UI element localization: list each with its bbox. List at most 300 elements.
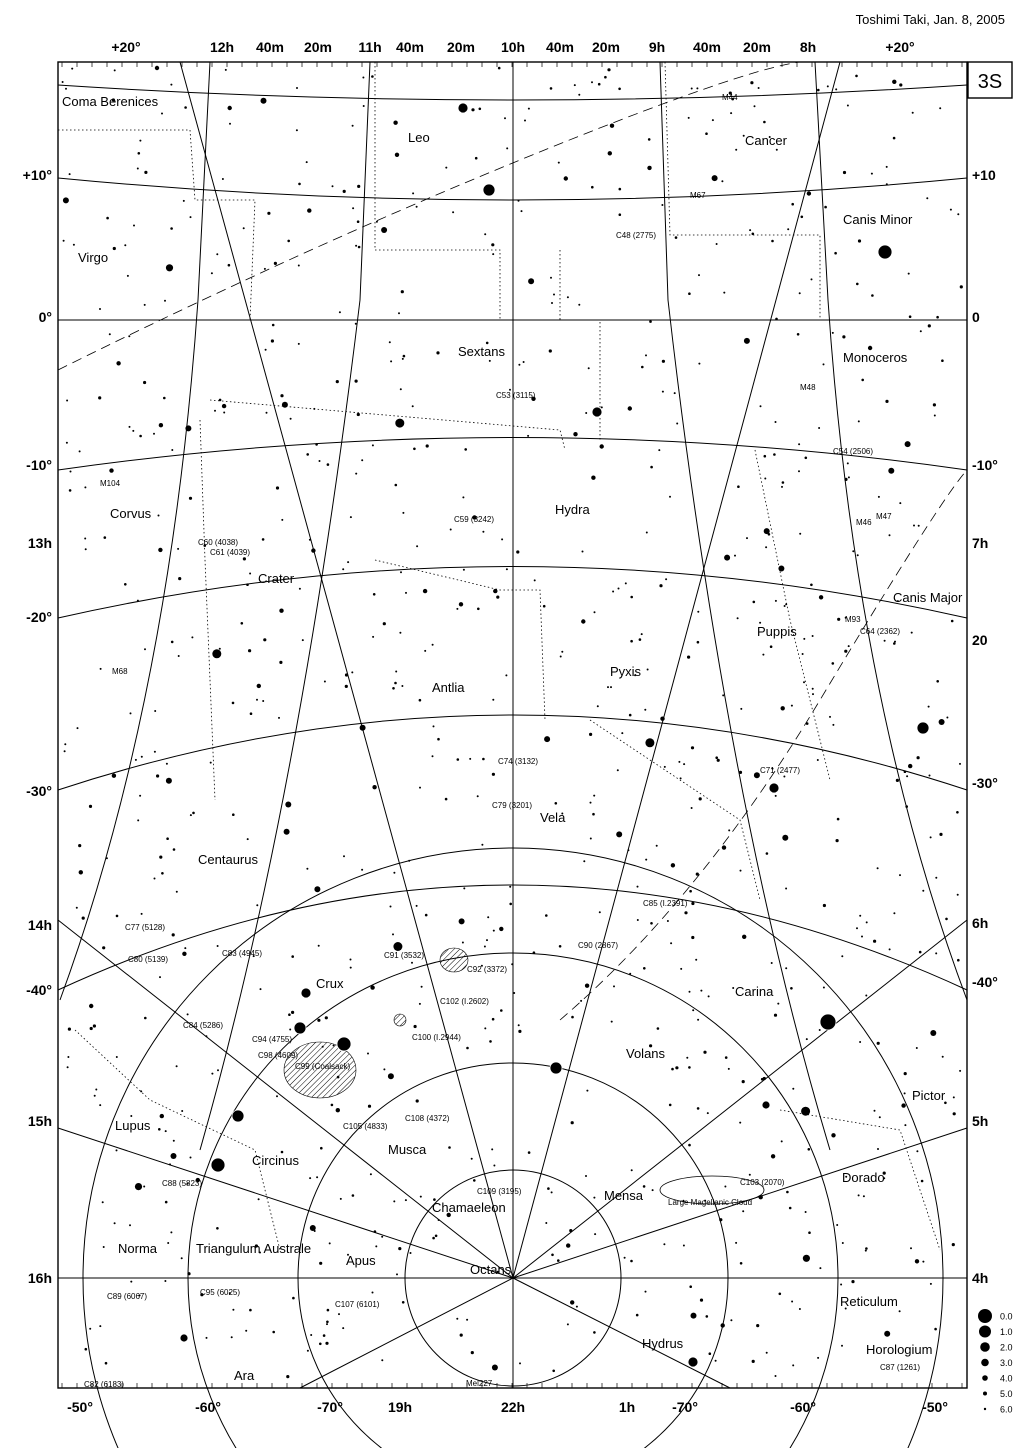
star [262,538,265,541]
star [631,1169,633,1171]
star [630,1260,633,1263]
star [823,904,826,907]
right-label-8: 5h [972,1113,989,1129]
star [445,167,447,169]
star [719,1218,722,1221]
star [588,367,590,369]
star [552,1370,555,1373]
star [217,1069,219,1071]
star [782,835,788,841]
star [135,759,137,761]
star [573,432,577,436]
star [737,617,739,619]
star [412,192,414,194]
star [161,872,164,875]
eta-carinae-nebula [440,948,468,972]
ra-6h-radial [513,920,967,1278]
star [610,686,612,688]
bright-star [483,184,495,196]
star [66,442,68,444]
star [82,917,85,920]
star [778,566,784,572]
star [249,1309,252,1312]
star [460,1334,463,1337]
star [322,1046,324,1048]
star [70,471,72,473]
star [402,1301,405,1304]
star [585,1175,587,1177]
star [342,1327,344,1329]
star [648,138,651,141]
star [85,548,87,550]
star [698,363,700,365]
top-label-3: 20m [303,39,333,55]
star [915,1259,919,1263]
star [410,1252,412,1254]
star [99,308,101,310]
star [178,655,180,657]
star [832,724,834,726]
star [798,443,800,445]
left-label-1: 0° [38,309,52,325]
legend-label-4: 4.0 [1000,1373,1013,1384]
dso-m93: M93 [845,615,861,624]
star [390,906,392,908]
dso-c105: C105 (4833) [343,1122,388,1131]
dso-c53: C53 (3115) [496,391,536,400]
dso-c61: C61 (4039) [210,548,251,557]
star [848,645,850,647]
star [172,933,175,936]
star [893,912,895,914]
star [351,671,353,673]
chart-credit: Toshimi Taki, Jan. 8, 2005 [855,12,1005,27]
star [191,636,193,638]
star [401,290,404,293]
star [630,596,633,599]
star [775,600,777,602]
bright-star [211,1158,225,1172]
star [832,332,834,334]
star [166,264,173,271]
top-label-9: 20m [591,39,621,55]
star [481,844,483,846]
star [775,421,777,423]
dso-m104: M104 [100,479,121,488]
star [827,85,829,87]
star [840,1284,842,1286]
star [636,1314,639,1317]
star [712,119,714,121]
star [176,891,178,893]
star [471,1158,473,1160]
star [358,246,361,249]
star [500,1009,503,1012]
star [396,1273,398,1275]
boundary-crater [210,400,565,450]
star [629,973,631,975]
star [599,911,601,913]
star [505,674,507,676]
boundary-puppis [755,450,830,780]
star [154,751,156,753]
star [289,1029,291,1031]
star [103,1246,105,1248]
star [189,497,192,500]
star [211,272,213,274]
star [705,132,708,135]
star [489,1040,492,1043]
star [140,1090,142,1092]
ra-7h-radial [513,62,840,1278]
star [570,1300,574,1304]
star [274,262,277,265]
star [791,203,794,206]
star [156,774,159,777]
star [904,1124,906,1126]
star [865,1247,868,1250]
star [288,1013,291,1016]
right-label-3: 7h [972,535,989,551]
star [216,1227,219,1230]
star [347,561,349,563]
star [420,1196,422,1198]
star [922,890,924,892]
star [774,1014,777,1017]
dso-c85: C85 (I.2391) [643,899,688,908]
star [746,537,748,539]
star [858,239,861,242]
star [228,264,231,267]
star [928,706,930,708]
star [657,1027,660,1030]
star [487,916,489,918]
legend-dot-0 [978,1309,992,1323]
star [246,583,249,586]
star [777,1003,779,1005]
star [181,1257,183,1259]
star [749,229,751,231]
legend-label-6: 6.0 [1000,1404,1013,1415]
star [183,200,185,202]
star [689,991,691,993]
star [851,1280,854,1283]
star [712,175,718,181]
star [695,959,697,961]
star [130,1281,132,1283]
star [248,649,251,652]
star [190,216,192,218]
star [452,211,454,213]
star [715,1360,717,1362]
ra-14h-radial [58,920,513,1278]
star [543,605,546,608]
star [352,207,354,209]
star [613,985,615,987]
label-crater: Crater [258,571,295,586]
star [591,81,593,83]
star [739,771,742,774]
star [261,98,267,104]
star [501,538,503,540]
star [307,1350,309,1352]
star [819,1267,821,1269]
star [617,769,619,771]
star [314,886,320,892]
star [791,705,793,707]
star [805,457,808,460]
star [608,151,612,155]
star [403,355,406,358]
star [281,519,283,521]
star [783,776,785,778]
star [878,496,880,498]
star [647,669,649,671]
star [184,106,187,109]
top-label-7: 10h [500,39,526,55]
star [545,914,548,917]
star [493,589,497,593]
star [357,185,360,188]
dso-c100: C100 (I.2944) [412,1033,461,1042]
star [361,869,363,871]
label-carina: Carina [735,984,774,999]
legend-dot-1 [979,1326,991,1338]
dso-c84: C84 (5286) [183,1021,224,1030]
star [785,888,787,890]
star [953,1112,956,1115]
star [683,763,685,765]
dso-m46: M46 [856,518,872,527]
star [161,113,163,115]
star [896,779,899,782]
star [463,887,465,889]
star [471,108,474,111]
star [448,1146,451,1149]
star [935,952,937,954]
star [855,75,858,78]
star [499,927,503,931]
star [171,1153,177,1159]
star [257,684,261,688]
bright-star [769,783,779,793]
star [785,603,787,605]
star [395,419,404,428]
label-circinus: Circinus [252,1153,299,1168]
star [392,687,395,690]
star [939,833,942,836]
star [181,1110,183,1112]
star [225,69,227,71]
star [296,129,298,131]
star [390,360,392,362]
right-label-0: +10 [972,167,996,183]
label-hydrus: Hydrus [642,1336,684,1351]
star [482,758,485,761]
star [84,486,86,488]
star [576,1306,578,1308]
star [370,985,374,989]
label-canis-major: Canis Major [893,590,963,605]
label-crux: Crux [316,976,344,991]
bottom-label-5: 1h [618,1399,636,1415]
star [698,274,700,276]
star [166,778,172,784]
star [593,795,595,797]
star [133,225,135,227]
star [124,583,127,586]
star [355,473,357,475]
star [260,988,262,990]
star [412,405,414,407]
top-label-8: 40m [545,39,575,55]
star [165,1201,168,1204]
star [689,890,692,893]
star [723,292,725,294]
bottom-label-4: 22h [500,1399,526,1415]
star [558,162,560,164]
star [489,360,491,362]
star [374,1230,377,1233]
star [773,453,776,456]
dso-c88: C88 (5823) [162,1179,203,1188]
star [416,545,418,547]
star [445,798,448,801]
star [607,68,610,71]
star [177,548,179,550]
star [144,648,146,650]
star [847,462,849,464]
bottom-label-8: -50° [922,1399,948,1415]
star [116,361,120,365]
star [286,1375,289,1378]
star [909,315,912,318]
star [400,388,402,390]
star [841,1345,843,1347]
star [811,278,813,280]
star [506,568,508,570]
star [95,1089,97,1091]
star [919,951,922,954]
star [559,945,562,948]
label-ara: Ara [234,1368,255,1383]
star [245,1330,247,1332]
star [763,121,766,124]
star [223,412,225,414]
bottom-label-1: -60° [195,1399,221,1415]
star [841,955,843,957]
star [735,149,737,151]
star [770,645,773,648]
label-volans: Volans [626,1046,666,1061]
magnitude-legend [978,1309,1013,1415]
star [214,410,216,412]
star [730,112,732,114]
star [73,244,75,246]
star [320,1147,323,1150]
star [637,886,639,888]
bottom-label-0: -50° [67,1399,93,1415]
star [889,948,891,950]
star [724,555,730,561]
star [424,650,426,652]
star [781,706,785,710]
star [492,699,494,701]
star [473,1179,476,1182]
star [960,285,963,288]
dso-c80: C80 (5139) [128,955,169,964]
star [597,705,599,707]
star [144,304,146,306]
boundary-corvus [200,420,215,800]
star [817,89,820,92]
label-dorado: Dorado [842,1170,885,1185]
star [184,947,186,949]
label-mensa: Mensa [604,1188,644,1203]
star [836,839,839,842]
star [644,709,646,711]
star [524,120,526,122]
star [784,605,786,607]
star [627,849,629,851]
star [692,1009,694,1011]
star [258,1198,260,1200]
star [376,221,378,223]
star [392,933,394,935]
star [619,188,622,191]
star [660,717,664,721]
top-label-6: 20m [446,39,476,55]
star [298,183,301,186]
star [388,1073,394,1079]
ra-12h [60,62,210,1000]
star [671,1068,674,1071]
star [678,761,680,763]
star [899,502,901,504]
star [71,68,73,70]
star [90,1027,93,1030]
star [916,1150,918,1152]
bright-star [232,1110,244,1122]
star [776,149,778,151]
star [933,403,936,406]
star [438,1219,440,1221]
star [393,1200,395,1202]
star [792,1364,794,1366]
star [327,1309,330,1312]
star [231,1336,233,1338]
star [319,1262,322,1265]
star [528,1151,531,1154]
star [808,1231,811,1234]
star [63,240,65,242]
legend-dot-2 [980,1342,990,1352]
label-sextans: Sextans [458,344,505,359]
star [834,252,837,255]
star [888,468,894,474]
star [375,1245,377,1247]
star [158,515,160,517]
star [393,121,397,125]
star [519,1362,521,1364]
star [94,1095,96,1097]
star [69,173,71,175]
star [612,591,614,593]
star [89,805,92,808]
boundary-antlia [375,560,545,720]
star [912,112,914,114]
star [339,311,341,313]
